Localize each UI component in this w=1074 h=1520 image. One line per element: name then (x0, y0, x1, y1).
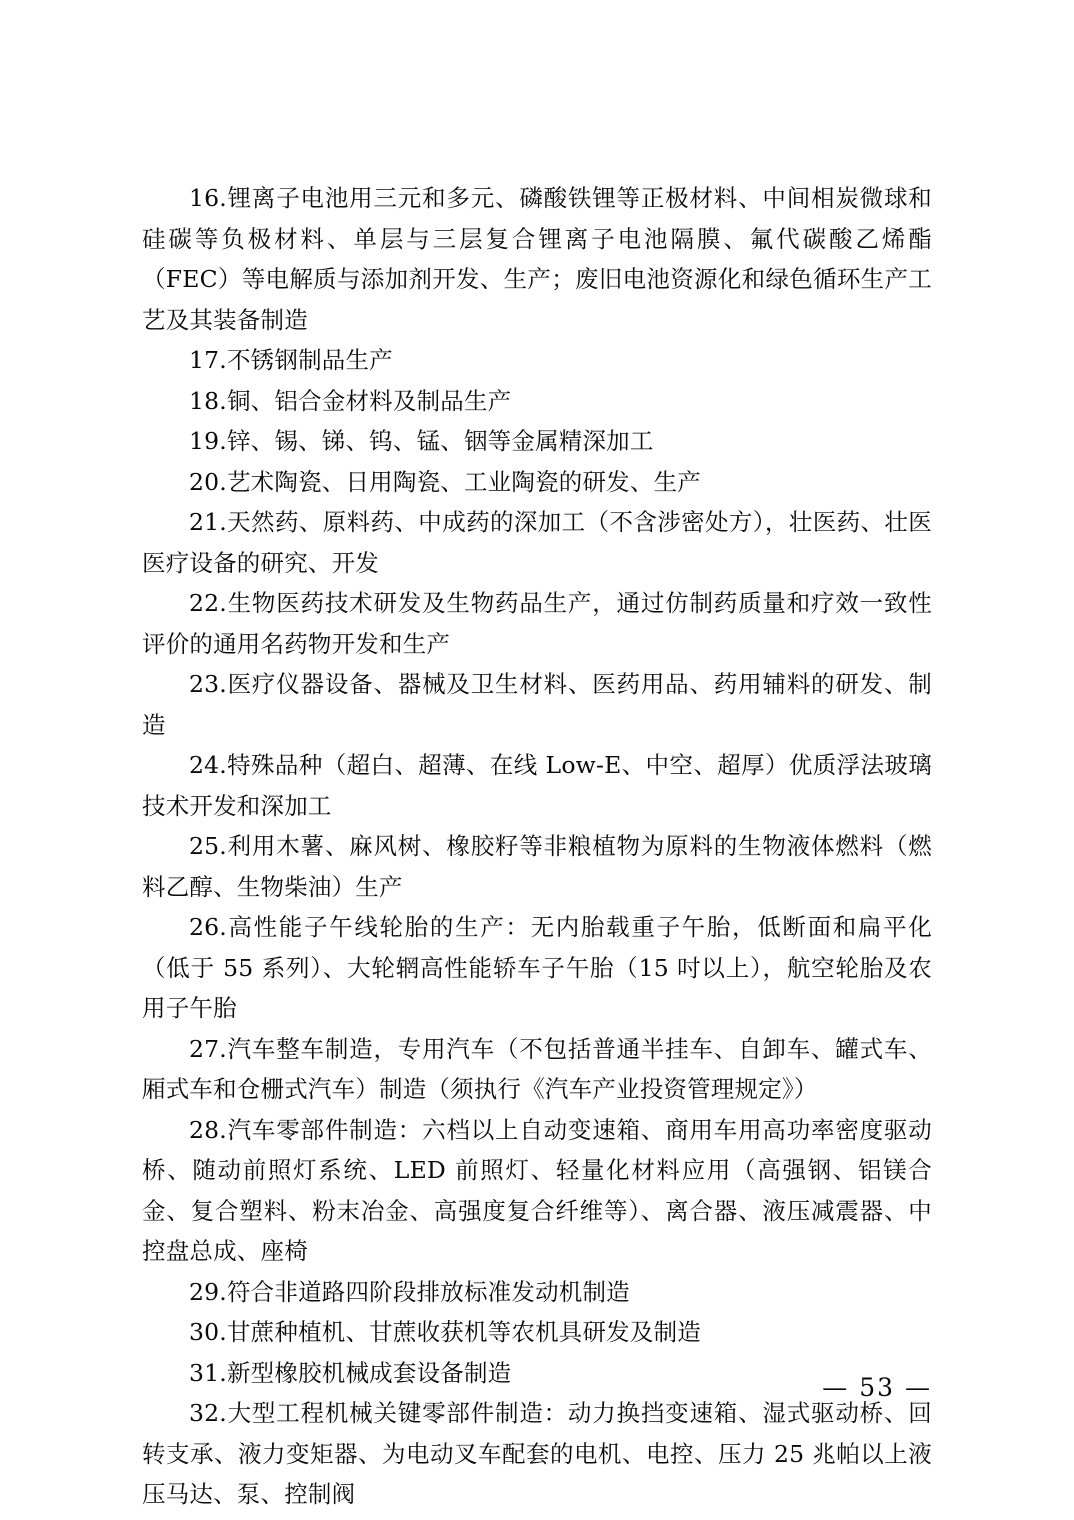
list-item: 29.符合非道路四阶段排放标准发动机制造 (189, 1277, 630, 1306)
list-item: 22.生物医药技术研发及生物药品生产，通过仿制药质量和疗效一致性评价的通用名药物开发和生产 (142, 589, 932, 658)
list-item: 21.天然药、原料药、中成药的深加工（不含涉密处方），壮医药、壮医医疗设备的研究、开发 (142, 508, 932, 577)
list-item: 27.汽车整车制造，专用汽车（不包括普通半挂车、自卸车、罐式车、厢式车和仓栅式汽车）制造（须执行《汽车产业投资管理规定》） (142, 1034, 932, 1103)
list-item: 30.甘蔗种植机、甘蔗收获机等农机具研发及制造 (189, 1318, 701, 1346)
list-item: 26.高性能子午线轮胎的生产：无内胎载重子午胎，低断面和扁平化（低于 55 系列）、大轮辋高性能轿车子午胎（15 吋以上），航空轮胎及农用子午胎 (142, 913, 932, 1022)
list-item: 17.不锈钢制品生产 (189, 346, 393, 374)
list-item: 19.锌、锡、锑、钨、锰、铟等金属精深加工 (189, 427, 654, 455)
list-item: 24.特殊品种（超白、超薄、在线 Low-E、中空、超厚）优质浮法玻璃技术开发和深加工 (142, 751, 932, 820)
list-item: 23.医疗仪器设备、器械及卫生材料、医药用品、药用辅料的研发、制造 (142, 670, 932, 739)
list-item: 31.新型橡胶机械成套设备制造 (189, 1358, 512, 1387)
list-item: 28.汽车零部件制造：六档以上自动变速箱、商用车用高功率密度驱动桥、随动前照灯系统、LED 前照灯、轻量化材料应用（高强钢、铝镁合金、复合塑料、粉末冶金、高强度复合纤维等）、离合器、液压减震器、中控盘总成、座椅 (142, 1115, 932, 1265)
list-item: 32.大型工程机械关键零部件制造：动力换挡变速箱、湿式驱动桥、回转支承、液力变矩器、为电动叉车配套的电机、电控、压力 25 兆帕以上液压马达、泵、控制阀 (142, 1399, 932, 1508)
list-item: 20.艺术陶瓷、日用陶瓷、工业陶瓷的研发、生产 (189, 467, 701, 496)
list-item: 18.铜、铝合金材料及制品生产 (189, 386, 512, 415)
list-item: 16.锂离子电池用三元和多元、磷酸铁锂等正极材料、中间相炭微球和硅碳等负极材料、单层与三层复合锂离子电池隔膜、氟代碳酸乙烯酯（FEC）等电解质与添加剂开发、生产；废旧电池资源化和绿色循环生产工艺及其装备制造 (142, 184, 932, 334)
page-number: — 53 — (822, 1373, 932, 1402)
list-item: 25.利用木薯、麻风树、橡胶籽等非粮植物为原料的生物液体燃料（燃料乙醇、生物柴油）生产 (142, 832, 932, 901)
document-body (142, 178, 932, 1515)
